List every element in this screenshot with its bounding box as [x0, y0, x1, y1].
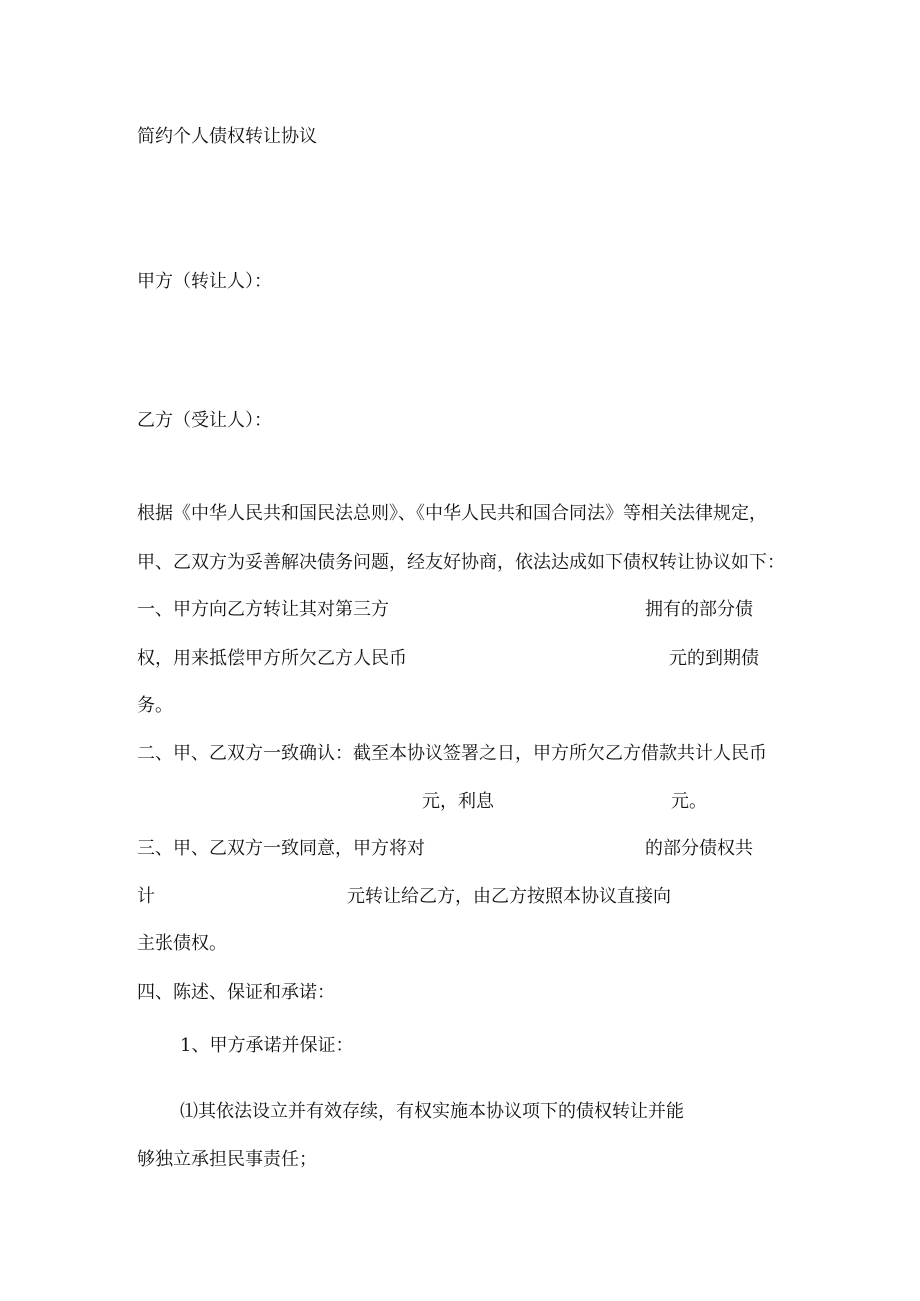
party-a-label: 甲方（转让人）： [137, 271, 272, 292]
intro-line-2: 甲、乙双方为妥善解决债务问题，经友好协商，依法达成如下债权转让协议如下： [137, 552, 785, 573]
clause-4-heading: 四、陈述、保证和承诺： [137, 982, 335, 1003]
clause-1-line-3: 务。 [137, 695, 173, 716]
clause-2-line-1: 二、甲、乙双方一致确认：截至本协议签署之日，甲方所欠乙方借款共计人民币 [137, 743, 767, 764]
clause-4-sub-1-number: 1 [180, 1035, 192, 1056]
clause-4-sub-1 [180, 1037, 353, 1055]
clause-3-line-1b: 的部分债权共 [645, 838, 753, 859]
clause-2-line-2a: 元，利息 [422, 791, 494, 812]
clause-4-item-1-line-2: 够独立承担民事责任； [137, 1149, 317, 1170]
clause-4-sub-1-text: 、甲方承诺并保证： [191, 1035, 354, 1056]
clause-1-line-2b: 元的到期债 [669, 648, 759, 669]
clause-4-item-1-line-1: ⑴其依法设立并有效存续，有权实施本协议项下的债权转让并能 [180, 1101, 684, 1122]
clause-3-line-2b: 元转让给乙方，由乙方按照本协议直接向 [347, 886, 671, 907]
clause-3-line-1a: 三、甲、乙双方一致同意，甲方将对 [137, 838, 425, 859]
intro-line-1: 根据《中华人民共和国民法总则》、《中华人民共和国合同法》等相关法律规定， [137, 503, 767, 524]
clause-3-line-2a: 计 [137, 886, 155, 907]
clause-1-line-1b: 拥有的部分债 [645, 599, 753, 620]
clause-2-line-2b: 元。 [671, 791, 707, 812]
document-title: 简约个人债权转让协议 [137, 126, 317, 147]
party-b-label: 乙方（受让人）： [137, 410, 272, 431]
clause-3-line-3: 主张债权。 [137, 933, 227, 954]
clause-1-line-1a: 一、甲方向乙方转让其对第三方 [137, 599, 389, 620]
clause-1-line-2a: 权，用来抵偿甲方所欠乙方人民币 [137, 648, 407, 669]
